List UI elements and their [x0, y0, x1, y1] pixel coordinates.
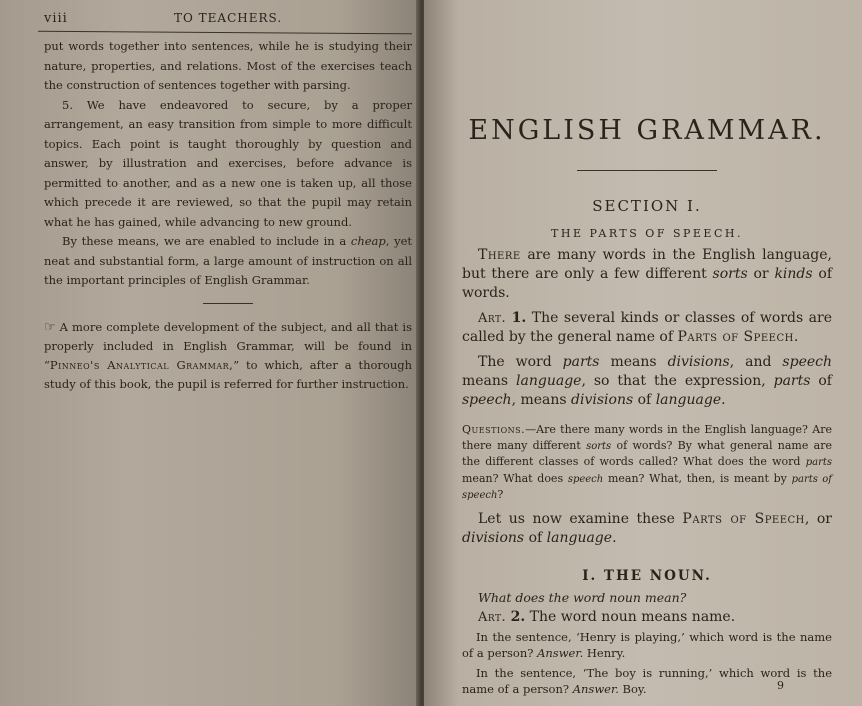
questions-block: Questions.—Are there many words in the English language? Are there many different sorts of words? By what general name are the different classes of words called? What does the word parts mean? What does speech mean? What, then, is meant by parts of speech? [462, 423, 832, 501]
right-page [424, 0, 862, 706]
examine-paragraph: Let us now examine these Parts of Speech, or divisions of language. [462, 510, 832, 546]
footnote: ☞ A more complete development of the subject, and all that is properly included in English Grammar, will be found in “Pinneo's Analytical Grammar,” to which, after a thorough study of this book, the pupil is referred for further instruction. [44, 319, 412, 391]
paragraph-5: 5. We have endeavored to secure, by a proper arrangement, an easy transition from simple to more difficult topics. Each point is taught thoroughly by question and answer, by illustration and exercises, before advance is permitted to another, and as a new one is taken up, all those which precede it are reviewed, so that the pupil may retain what he has gained, while advancing to new ground. [44, 97, 412, 229]
paragraph-means: By these means, we are enabled to include in a cheap, yet neat and substantial form, a large amount of instruction on all the important principles of English Grammar. [44, 234, 412, 287]
article-1: Art. 1. The several kinds or classes of words are called by the general name of Parts of Speech. [462, 310, 832, 345]
noun-heading: I. THE NOUN. [582, 567, 712, 584]
head-rule [38, 31, 412, 35]
article-2: Art. 2. The word noun means name. [478, 608, 736, 625]
pointing-hand-icon: ☞ [44, 319, 56, 335]
page-folio: 9 [777, 679, 784, 692]
running-head [44, 10, 412, 26]
page-number: viii [44, 10, 68, 26]
section-heading: SECTION I. [592, 197, 702, 215]
noun-question: What does the word noun mean? [478, 589, 687, 605]
title-rule [577, 170, 717, 171]
running-head-title: TO TEACHERS. [174, 11, 283, 25]
book-reference: Pinneo's Analytical Grammar, [49, 357, 234, 372]
word-meaning-paragraph: The word parts means divisions, and speech means language, so that the expression, parts of speech, means divisions of language. [462, 354, 832, 408]
page-title: ENGLISH GRAMMAR. [468, 115, 826, 146]
example-boy: In the sentence, ‘The boy is running,’ which word is the name of a person? Answer. Boy. [462, 665, 832, 696]
left-page [0, 0, 422, 706]
subsection-heading: THE PARTS OF SPEECH. [551, 227, 743, 240]
example-henry: In the sentence, ‘Henry is playing,’ which word is the name of a person? Answer. Henry. [462, 629, 832, 660]
intro-paragraph: There are many words in the English language, but there are only a few different sorts or kinds of words. [462, 247, 832, 301]
section-divider [203, 303, 253, 304]
paragraph-continued: put words together into sentences, while he is studying their nature, properties, and relations. Most of the exercises teach the construction of sentences together with parsing. [44, 39, 412, 92]
